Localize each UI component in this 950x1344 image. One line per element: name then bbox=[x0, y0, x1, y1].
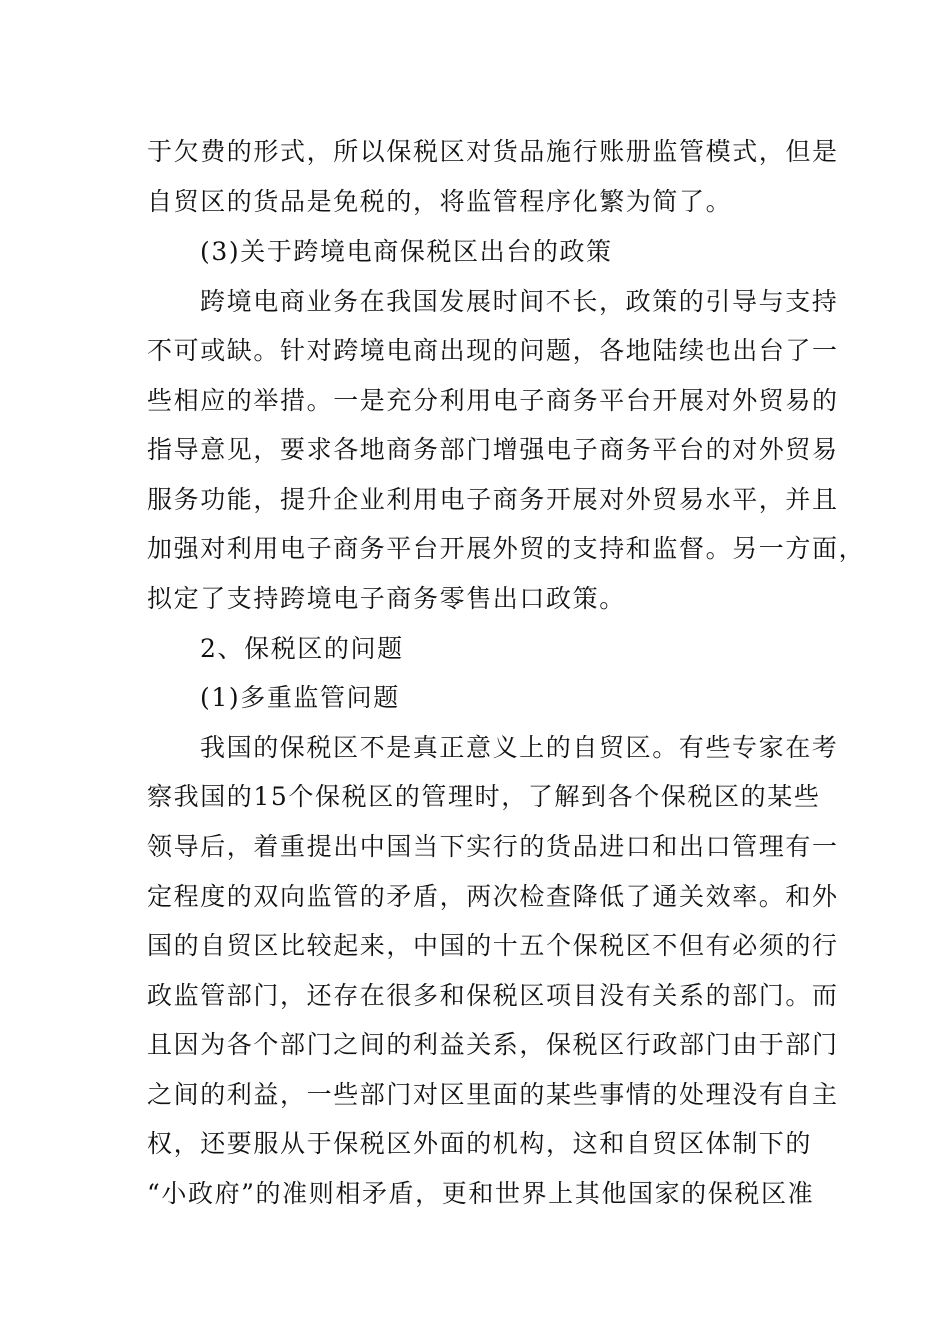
section-heading: 2、保税区的问题 bbox=[200, 634, 404, 663]
text-line: 些相应的举措。一是充分利用电子商务平台开展对外贸易的 bbox=[147, 386, 839, 415]
text-line: 于欠费的形式，所以保税区对货品施行账册监管模式，但是 bbox=[147, 137, 839, 166]
text-line: 加强对利用电子商务平台开展外贸的支持和监督。另一方面， bbox=[147, 534, 866, 563]
text-line: 拟定了支持跨境电子商务零售出口政策。 bbox=[147, 584, 626, 613]
text-line: 定程度的双向监管的矛盾，两次检查降低了通关效率。和外 bbox=[147, 882, 839, 911]
text-line: 自贸区的货品是免税的，将监管程序化繁为简了。 bbox=[147, 187, 733, 216]
text-line: 国的自贸区比较起来，中国的十五个保税区不但有必须的行 bbox=[147, 931, 839, 960]
text-line: 之间的利益，一些部门对区里面的某些事情的处理没有自主 bbox=[147, 1080, 839, 1109]
text-line: 察我国的15个保税区的管理时，了解到各个保税区的某些 bbox=[147, 782, 821, 811]
subsection-heading: (1)多重监管问题 bbox=[200, 683, 400, 712]
text-line: 跨境电商业务在我国发展时间不长，政策的引导与支持 bbox=[200, 287, 839, 316]
text-line: 指导意见，要求各地商务部门增强电子商务平台的对外贸易 bbox=[147, 435, 839, 464]
text-line: 服务功能，提升企业利用电子商务开展对外贸易水平，并且 bbox=[147, 485, 839, 514]
text-line: 领导后，着重提出中国当下实行的货品进口和出口管理有一 bbox=[147, 832, 839, 861]
section-heading: (3)关于跨境电商保税区出台的政策 bbox=[200, 237, 613, 266]
text-line: 权，还要服从于保税区外面的机构，这和自贸区体制下的 bbox=[147, 1129, 813, 1158]
text-line: “小政府”的准则相矛盾，更和世界上其他国家的保税区准 bbox=[147, 1179, 815, 1208]
text-line: 不可或缺。针对跨境电商出现的问题，各地陆续也出台了一 bbox=[147, 336, 839, 365]
text-line: 且因为各个部门之间的利益关系，保税区行政部门由于部门 bbox=[147, 1030, 839, 1059]
text-line: 我国的保税区不是真正意义上的自贸区。有些专家在考 bbox=[200, 733, 839, 762]
text-line: 政监管部门，还存在很多和保税区项目没有关系的部门。而 bbox=[147, 981, 839, 1010]
